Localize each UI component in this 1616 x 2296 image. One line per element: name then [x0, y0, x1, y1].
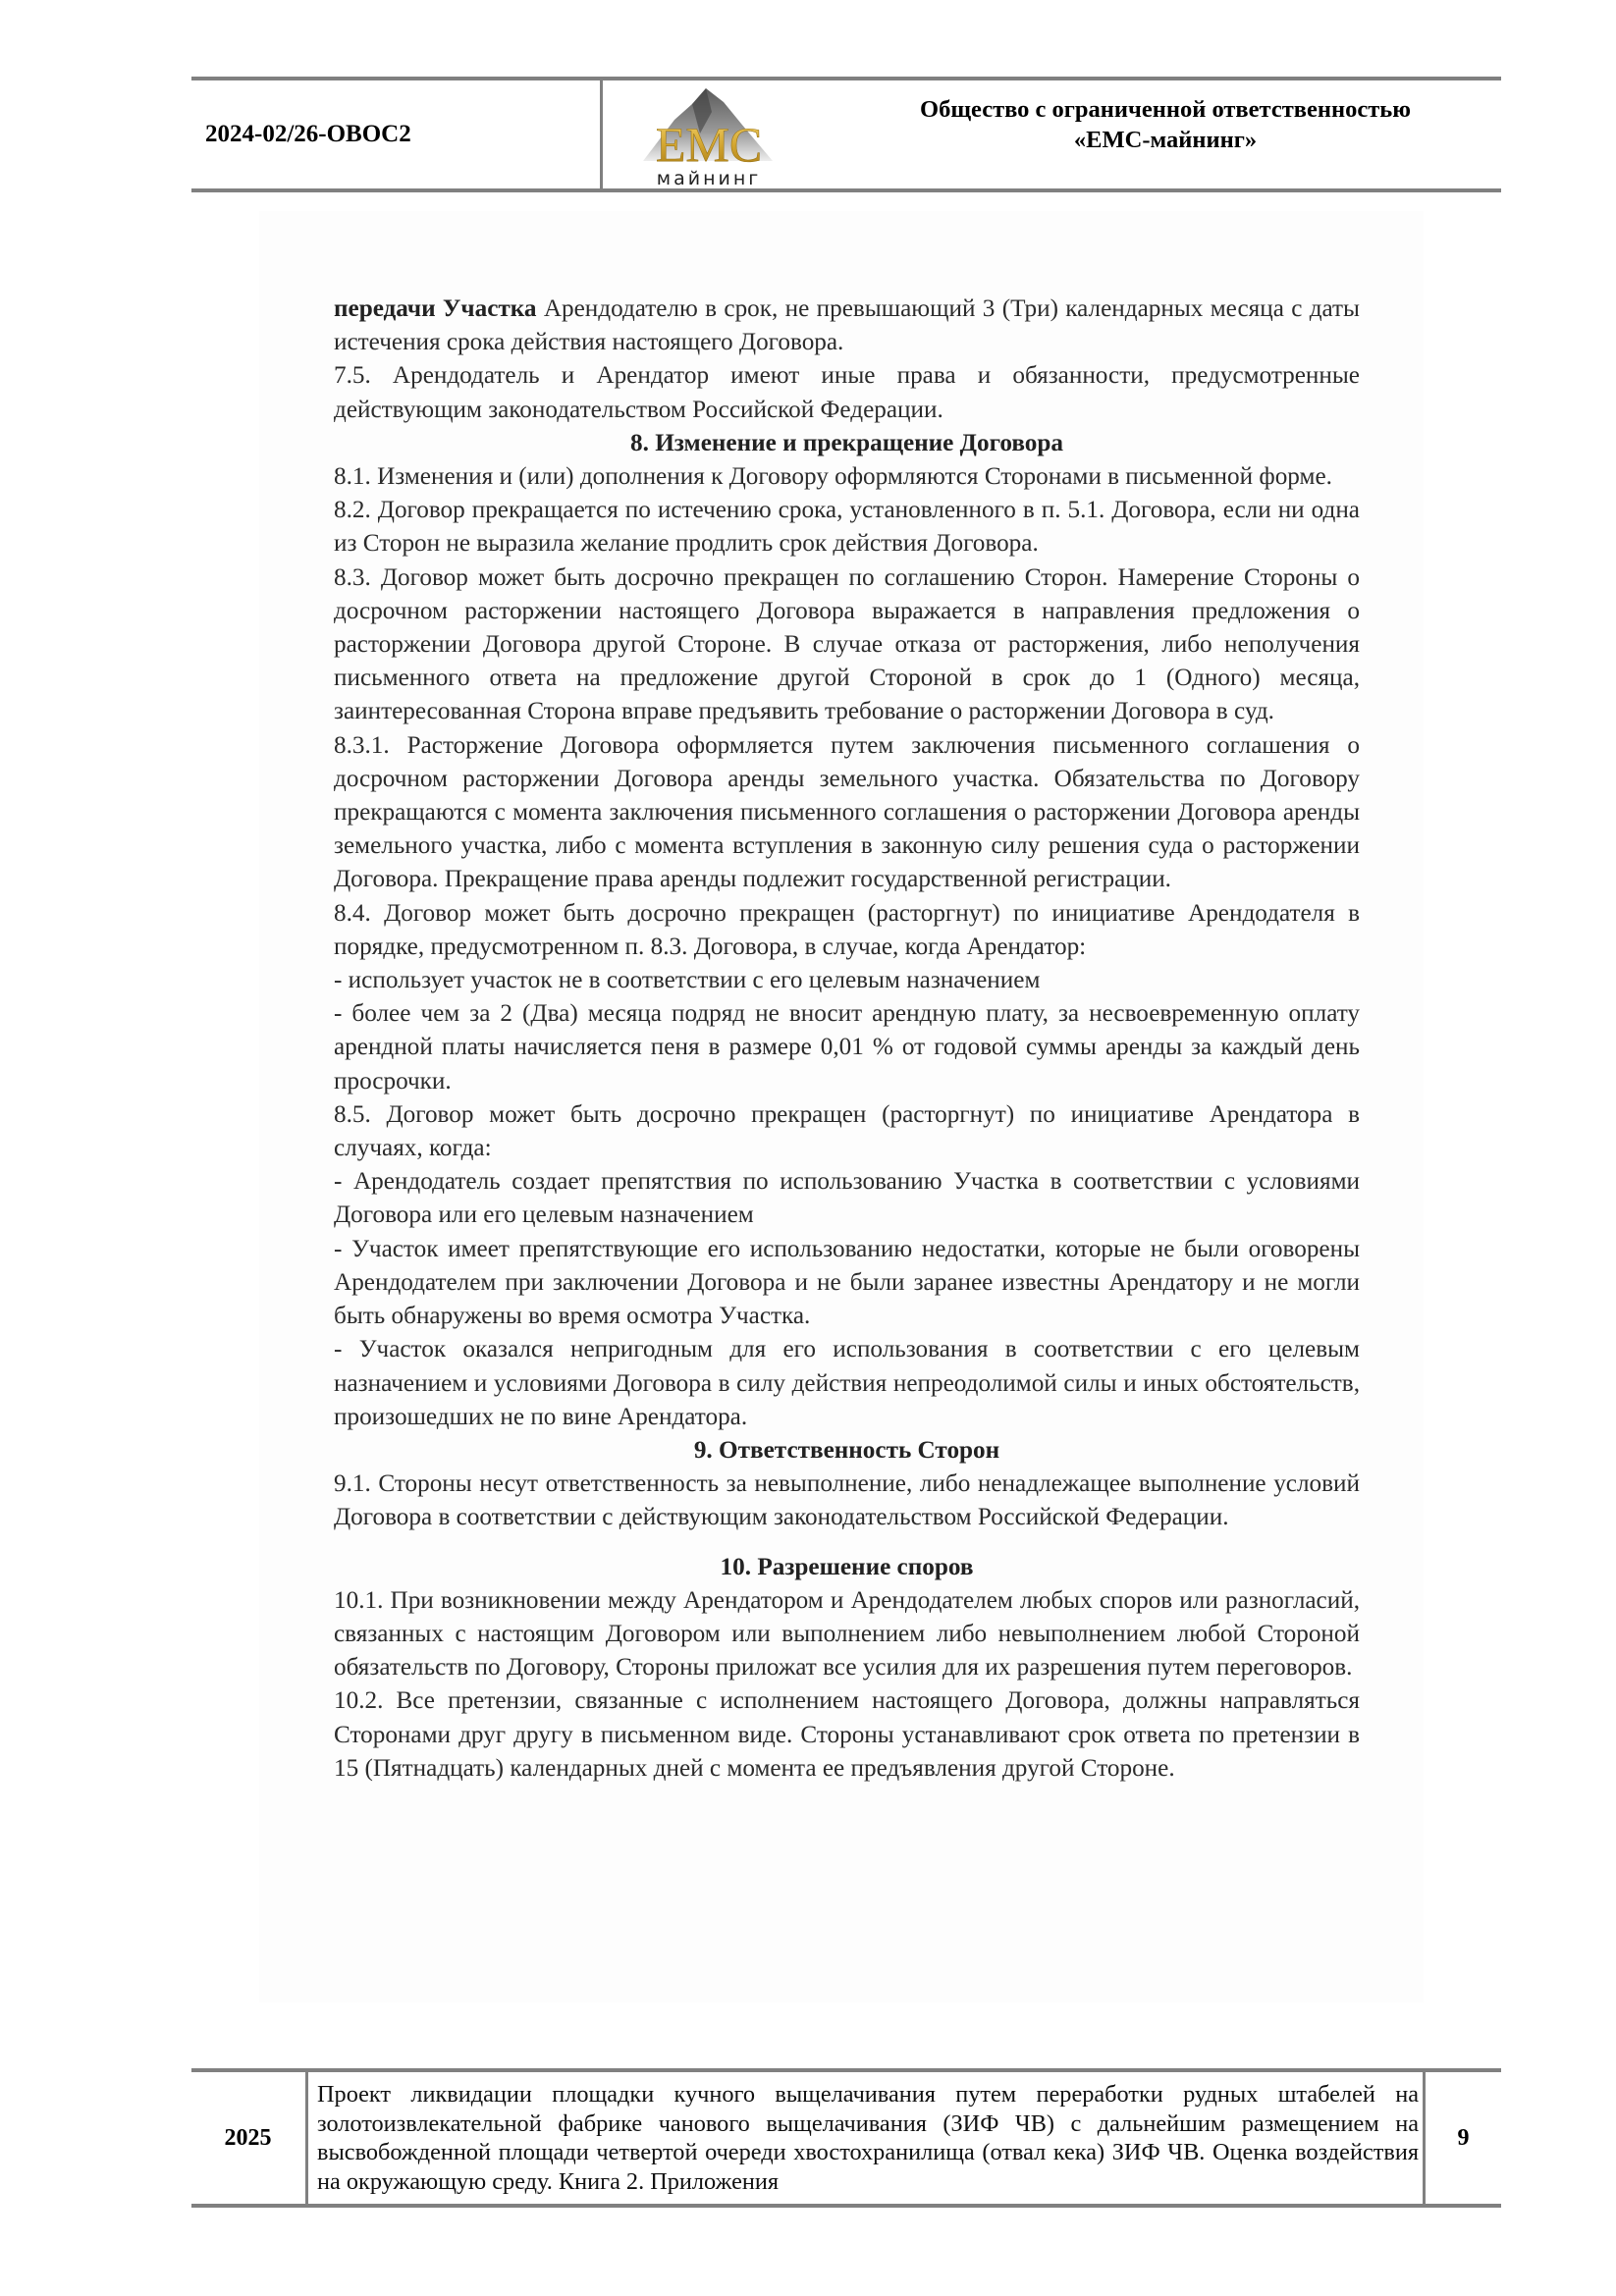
header-divider [600, 80, 603, 188]
list-item-8-5-b: - Участок имеет препятствующие его использованию недостатки, которые не были оговорены Арендодателем при заключении Договора и не были заранее известны Арендатору и не могли быть обнаружены во время осмотра Участка. [334, 1235, 1360, 1330]
company-name-line2: «ЕМС-майнинг» [1073, 127, 1258, 153]
paragraph-8-5: 8.5. Договор может быть досрочно прекращен (расторгнут) по инициативе Арендатора в случаях, когда: [334, 1100, 1360, 1162]
logo-brand: EMC [655, 117, 763, 172]
paragraph-8-3: 8.3. Договор может быть досрочно прекращен по соглашению Сторон. Намерение Стороны о досрочном расторжении настоящего Договора выражается в направления предложения о расторжении Договора другой Стороне. В случае отказа от расторжения, либо неполучения письменного ответа на предложение другой Стороной в срок до 1 (Одного) месяца, заинтересованная Сторона вправе предъявить требование о расторжении Договора в суд. [334, 563, 1360, 725]
page-header [191, 77, 1501, 192]
paragraph-8-4: 8.4. Договор может быть досрочно прекращен (расторгнут) по инициативе Арендодателя в порядке, предусмотренном п. 8.3. Договора, в случае, когда Арендатор: [334, 899, 1360, 960]
paragraph-7-5: 7.5. Арендодатель и Арендатор имеют иные права и обязанности, предусмотренные действующим законодательством Российской Федерации. [334, 362, 1360, 423]
section-heading-8: 8. Изменение и прекращение Договора [630, 429, 1063, 456]
paragraph-text: Арендодателю в срок, не превышающий 3 (Три) календарных месяца с даты истечения срока действия настоящего Договора. [334, 295, 1360, 356]
company-name [830, 94, 1501, 155]
list-item-8-4-a: - использует участок не в соответствии с его целевым назначением [334, 967, 1041, 994]
company-logo [635, 82, 782, 188]
paragraph-10-1: 10.1. При возникновении между Арендатором и Арендодателем любых споров или разногласий, связанных с настоящим Договором или выполнением либо невыполнением любой Стороной обязательств по Договору, Стороны приложат все усилия для их разрешения путем переговоров. [334, 1586, 1360, 1682]
paragraph-8-1: 8.1. Изменения и (или) дополнения к Договору оформляются Сторонами в письменной форме. [334, 463, 1332, 491]
list-item-8-5-c: - Участок оказался непригодным для его использования в соответствии с его целевым назначением и условиями Договора в силу действия непреодолимой силы и иных обстоятельств, произошедших не по вине Арендатора. [334, 1336, 1360, 1430]
bold-phrase: передачи Участка [334, 295, 537, 322]
section-heading-10: 10. Разрешение споров [720, 1553, 974, 1580]
contract-text [334, 293, 1360, 1786]
paragraph-9-1: 9.1. Стороны несут ответственность за невыполнение, либо ненадлежащее выполнение условий Договора в соответствии с действующим законодательством Российской Федерации. [334, 1470, 1360, 1531]
list-item-8-5-a: - Арендодатель создает препятствия по использованию Участка в соответствии с условиями Договора или его целевым назначением [334, 1168, 1360, 1229]
document-code: 2024-02/26-OBOC2 [205, 121, 411, 147]
footer-year: 2025 [224, 2124, 272, 2151]
paragraph-10-2: 10.2. Все претензии, связанные с исполнением настоящего Договора, должны направляться Сторонами друг другу в письменном виде. Стороны устанавливают срок ответа по претензии в 15 (Пятнадцать) календарных дней с момента ее предъявления другой Стороне. [334, 1687, 1360, 1782]
logo-subtitle: майнинг [656, 168, 762, 188]
section-heading-9: 9. Ответственность Сторон [693, 1436, 1000, 1464]
company-name-line1: Общество с ограниченной ответственностью [920, 96, 1411, 123]
footer-project-description: Проект ликвидации площадки кучного выщелачивания путем переработки рудных штабелей на золотоизвлекательной фабрике чанового выщелачивания (ЗИФ ЧВ) с дальнейшим размещением на высвобожденной площади четвертой очереди хвостохранилища (отвал кека) ЗИФ ЧВ. Оценка воздействия на окружающую среду. Книга 2. Приложения [317, 2081, 1419, 2195]
footer-divider-left [305, 2072, 308, 2204]
paragraph-8-2: 8.2. Договор прекращается по истечению срока, установленного в п. 5.1. Договора, если ни одна из Сторон не выразила желание продлить срок действия Договора. [334, 497, 1360, 558]
page-number: 9 [1457, 2124, 1470, 2151]
paragraph-7-4-tail [334, 293, 1360, 359]
mountain-logo-icon [635, 82, 782, 188]
list-item-8-4-b: - более чем за 2 (Два) месяца подряд не вносит арендную плату, за несвоевременную оплату арендной платы начисляется пеня в размере 0,01 % от годовой суммы аренды за каждый день просрочки. [334, 1000, 1360, 1095]
page-footer [191, 2068, 1501, 2208]
paragraph-8-3-1: 8.3.1. Расторжение Договора оформляется путем заключения письменного соглашения о досрочном расторжении Договора аренды земельного участка. Обязательства по Договору прекращаются с момента заключения письменного соглашения о расторжении Договора аренды земельного участка, либо с момента вступления в законную силу решения суда о расторжении Договора. Прекращение права аренды подлежит государственной регистрации. [334, 731, 1360, 893]
